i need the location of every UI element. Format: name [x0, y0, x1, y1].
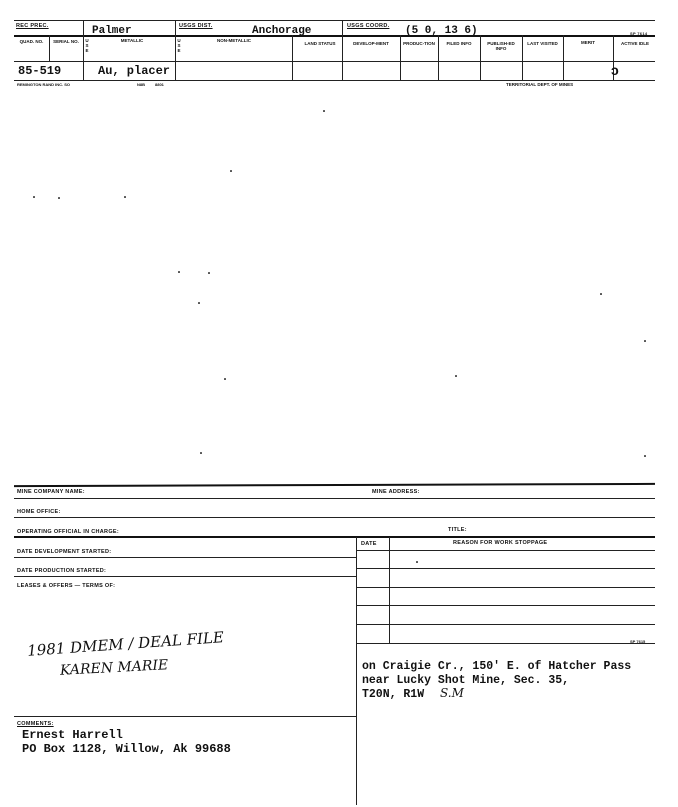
location-line-3-handwritten: S.M [440, 686, 464, 700]
home-office-label: HOME OFFICE: [17, 509, 61, 515]
leases-label: LEASES & OFFERS — TERMS OF: [17, 583, 116, 589]
metallic-value: Au, placer [98, 64, 171, 78]
col-metallic-use-mark: U S E [85, 38, 89, 53]
col-non-metallic: NON-METALLIC [217, 38, 251, 43]
usgs-coord-label: USGS COORD. [347, 23, 390, 29]
col-published-info: PUBLISH-ED INFO [487, 41, 515, 51]
col-production: PRODUC-TION [403, 41, 435, 46]
handwritten-note-2: KAREN MARIE [59, 657, 169, 679]
location-line-3: T20N, R1W [362, 688, 425, 701]
quad-serial-value: 85-519 [18, 64, 62, 78]
col-filed-info: FILED INFO [446, 41, 472, 46]
comments-address: PO Box 1128, Willow, Ak 99688 [22, 742, 231, 756]
col-active-idle: ACTIVE IDLE [620, 41, 649, 46]
form-number: SP 7614 [630, 31, 648, 36]
prod-started-label: DATE PRODUCTION STARTED: [17, 568, 107, 574]
comments-label: COMMENTS: [17, 721, 54, 727]
rec-prec-label: REC PREC. [16, 23, 49, 29]
usgs-dist-label: USGS DIST. [179, 23, 213, 29]
location-line-2: near Lucky Shot Mine, Sec. 35, [362, 674, 570, 687]
col-serial-no: SERIAL NO. [53, 39, 79, 44]
imprint-right: TERRITORIAL DEPT. OF MINES [506, 82, 574, 87]
comments-name: Ernest Harrell [22, 728, 123, 742]
col-development: DEVELOP-MENT [353, 41, 389, 46]
imprint-left: REMINGTON RAND INC. SO [17, 82, 71, 87]
title-label: TITLE: [448, 527, 467, 533]
reason-col-header: REASON FOR WORK STOPPAGE [453, 540, 548, 546]
operating-official-label: OPERATING OFFICIAL IN CHARGE: [17, 529, 119, 535]
col-land-status: LAND STATUS [304, 41, 336, 46]
mine-company-label: MINE COMPANY NAME: [17, 489, 85, 495]
imprint-mid-2: 8801 [155, 82, 164, 87]
imprint-mid-1: N8B [137, 82, 146, 87]
col-merit: MERIT [581, 40, 595, 45]
usgs-coord-value: (5 0, 13 6) [405, 25, 478, 37]
dev-started-label: DATE DEVELOPMENT STARTED: [17, 549, 112, 555]
usgs-dist-value: Anchorage [252, 25, 312, 37]
location-line-1: on Craigie Cr., 150' E. of Hatcher Pass [362, 660, 632, 673]
mine-address-label: MINE ADDRESS: [372, 489, 420, 495]
form-number-2: SP 7615 [630, 639, 646, 644]
active-idle-mark: ↄ [611, 62, 619, 78]
col-nonmetallic-use-mark: U S E [177, 38, 181, 53]
col-metallic: METALLIC [120, 38, 144, 43]
rec-prec-value: Palmer [92, 25, 132, 37]
date-col-header: DATE [361, 541, 377, 547]
handwritten-note-1: 1981 DMEM / DEAL FILE [26, 628, 225, 660]
col-last-visited: LAST VISITED [527, 41, 558, 46]
col-quad-no: QUAD. NO. [19, 39, 44, 44]
